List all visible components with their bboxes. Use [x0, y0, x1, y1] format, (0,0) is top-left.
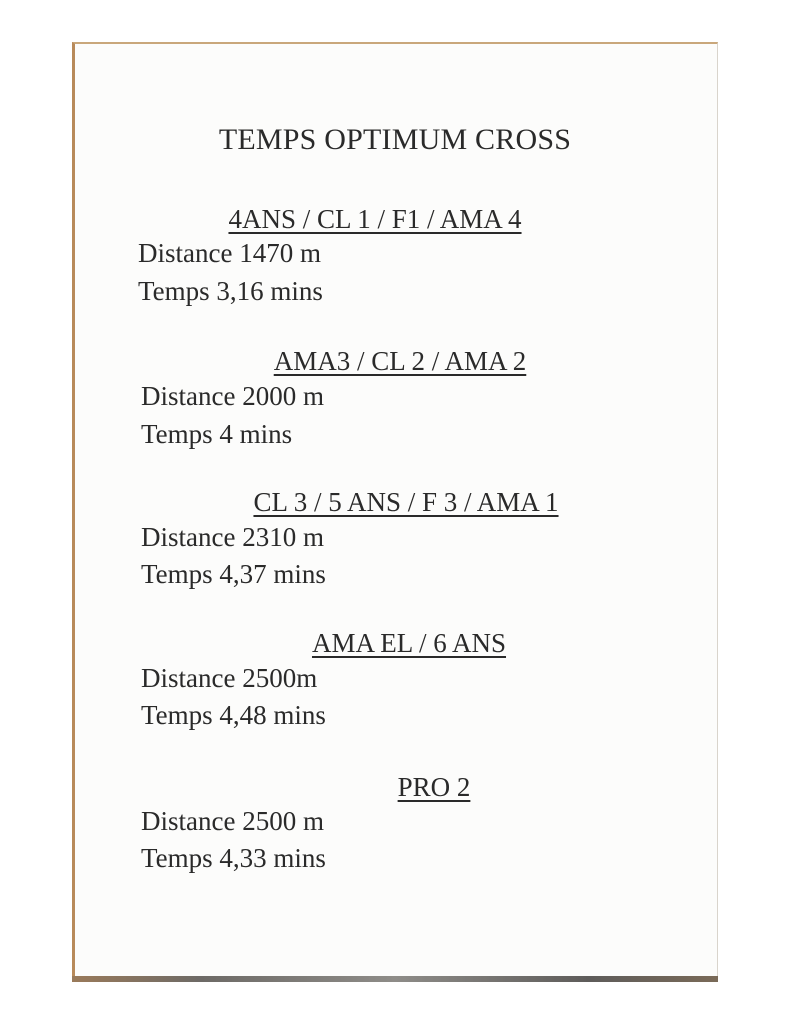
section-distance: Distance 1470 m [138, 238, 321, 268]
section-heading [111, 771, 757, 803]
section-heading [83, 486, 729, 518]
section-heading-text: CL 3 / 5 ANS / F 3 / AMA 1 [253, 487, 559, 517]
section-heading-text: 4ANS / CL 1 / F1 / AMA 4 [228, 204, 522, 234]
section-time: Temps 4,33 mins [141, 843, 326, 873]
section-time: Temps 3,16 mins [138, 276, 323, 306]
section-distance: Distance 2310 m [141, 522, 324, 552]
section-heading [77, 345, 723, 377]
section-time: Temps 4 mins [141, 419, 293, 449]
section-distance: Distance 2500 m [141, 806, 324, 836]
section-distance: Distance 2500m [141, 663, 318, 693]
page-title: TEMPS OPTIMUM CROSS [218, 123, 572, 156]
section-heading-text: PRO 2 [397, 772, 471, 802]
sheet-bottom-edge [72, 976, 718, 982]
section-time: Temps 4,48 mins [141, 700, 326, 730]
section-heading-text: AMA EL / 6 ANS [311, 628, 507, 658]
section-time: Temps 4,37 mins [141, 559, 326, 589]
section-heading-text: AMA3 / CL 2 / AMA 2 [273, 346, 527, 376]
section-distance: Distance 2000 m [141, 381, 324, 411]
section-heading [52, 203, 698, 235]
section-heading [86, 627, 732, 659]
